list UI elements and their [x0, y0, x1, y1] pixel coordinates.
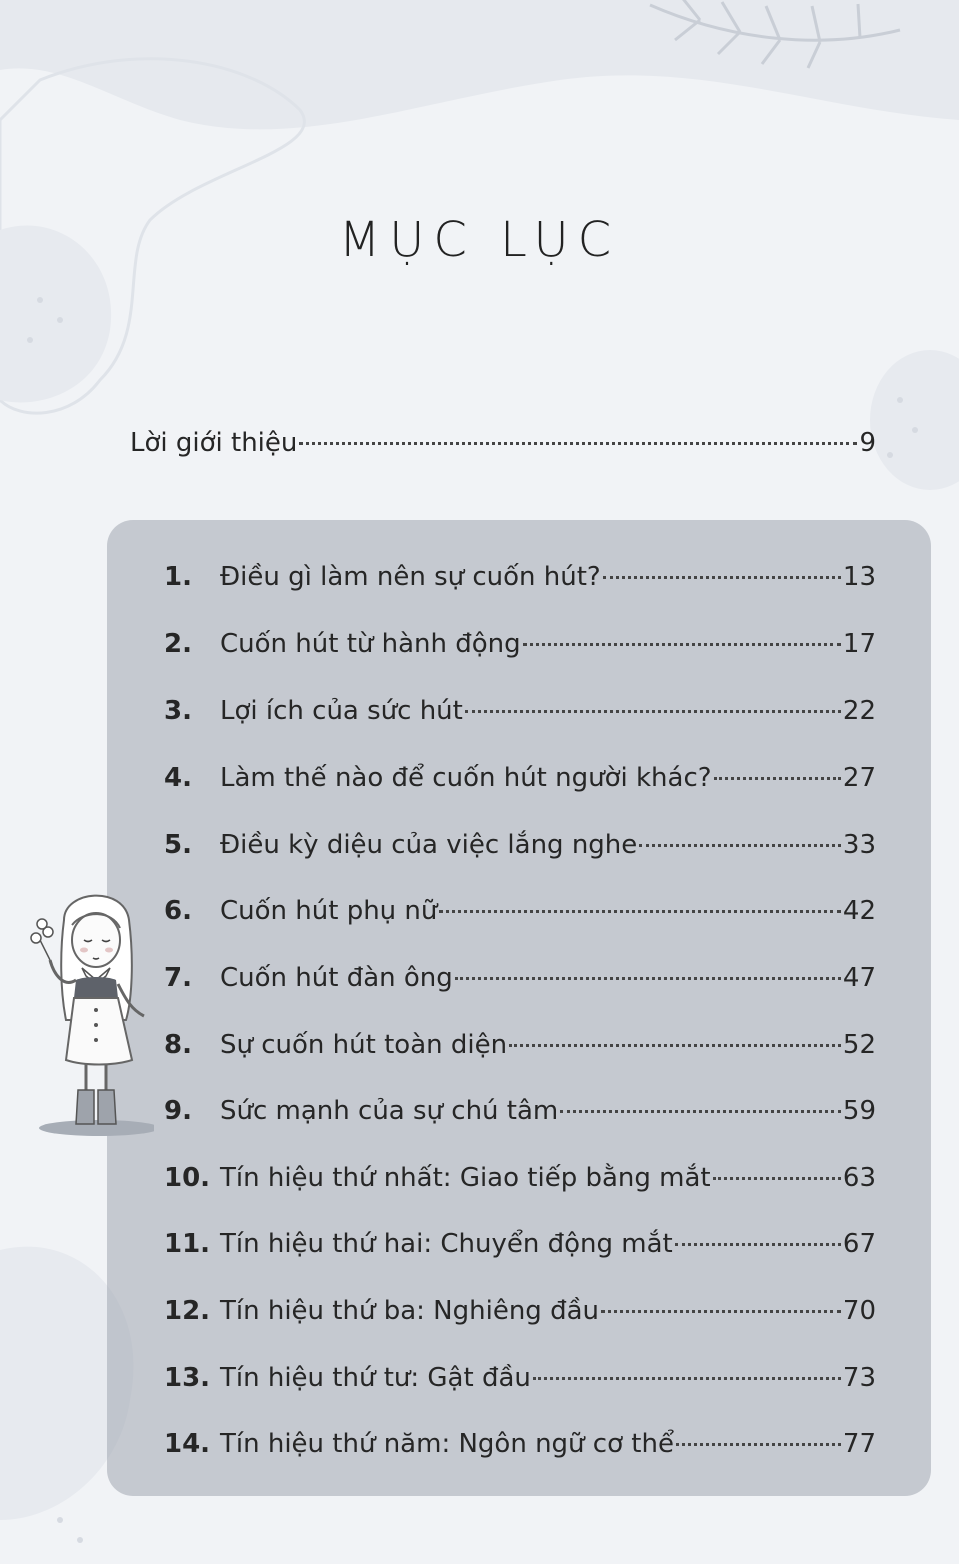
toc-chapter-entry[interactable] [164, 629, 876, 659]
chapter-number: 14. [164, 1429, 211, 1459]
chapter-page-number: 63 [842, 1163, 876, 1193]
chapter-number: 6. [164, 896, 192, 926]
dot-leader [713, 1176, 841, 1180]
chapter-title: Tín hiệu thứ nhất: Giao tiếp bằng mắt [220, 1163, 711, 1193]
chapter-title: Làm thế nào để cuốn hút người khác? [220, 763, 712, 793]
chapter-title: Cuốn hút đàn ông [220, 963, 453, 993]
chapter-list-panel [107, 520, 931, 1496]
dot-leader [299, 441, 857, 445]
chapter-title: Cuốn hút từ hành động [220, 629, 521, 659]
entry-label: Lời giới thiệu [130, 428, 298, 458]
chapter-page-number: 73 [842, 1363, 876, 1393]
chapter-title: Cuốn hút phụ nữ [220, 896, 438, 926]
chapter-page-number: 17 [842, 629, 876, 659]
chapter-page-number: 47 [842, 963, 876, 993]
chapter-page-number: 22 [842, 696, 876, 726]
chapter-title: Điều kỳ diệu của việc lắng nghe [220, 830, 638, 860]
chapter-page-number: 27 [842, 763, 876, 793]
page-title: MỤC LỤC [338, 212, 621, 268]
chapter-title: Sức mạnh của sự chú tâm [220, 1096, 559, 1126]
dot-leader [601, 1309, 841, 1313]
dot-leader [509, 1043, 841, 1047]
chapter-page-number: 67 [842, 1229, 876, 1259]
toc-chapter-entry[interactable] [164, 830, 876, 860]
chapter-title: Tín hiệu thứ hai: Chuyển động mắt [220, 1229, 673, 1259]
chapter-page-number: 33 [842, 830, 876, 860]
entry-page-number: 9 [859, 428, 876, 458]
toc-chapter-entry[interactable] [164, 763, 876, 793]
chapter-number: 12. [164, 1296, 211, 1326]
chapter-page-number: 13 [842, 562, 876, 592]
chapter-page-number: 59 [842, 1096, 876, 1126]
chapter-number: 8. [164, 1030, 192, 1060]
chapter-number: 11. [164, 1229, 211, 1259]
chapter-title: Điều gì làm nên sự cuốn hút? [220, 562, 601, 592]
chapter-title: Sự cuốn hút toàn diện [220, 1030, 508, 1060]
chapter-number: 5. [164, 830, 192, 860]
dot-leader [439, 909, 841, 913]
chapter-page-number: 77 [842, 1429, 876, 1459]
chapter-number: 7. [164, 963, 192, 993]
dot-leader [639, 843, 841, 847]
toc-chapter-entry[interactable] [164, 1030, 876, 1060]
toc-chapter-entry[interactable] [164, 1096, 876, 1126]
chapter-number: 9. [164, 1096, 192, 1126]
toc-chapter-entry[interactable] [164, 696, 876, 726]
toc-intro-entry[interactable] [130, 428, 876, 458]
chapter-number: 1. [164, 562, 192, 592]
dot-leader [455, 976, 841, 980]
toc-chapter-entry[interactable] [164, 1363, 876, 1393]
chapter-page-number: 70 [842, 1296, 876, 1326]
flower-icon [31, 919, 53, 943]
toc-chapter-entry[interactable] [164, 1296, 876, 1326]
dot-leader [675, 1242, 841, 1246]
dot-leader [603, 575, 841, 579]
dot-leader [560, 1109, 841, 1113]
toc-chapter-entry[interactable] [164, 1429, 876, 1459]
dot-leader [523, 642, 841, 646]
chapter-page-number: 42 [842, 896, 876, 926]
dot-leader [465, 709, 841, 713]
toc-chapter-entry[interactable] [164, 1163, 876, 1193]
toc-chapter-entry[interactable] [164, 963, 876, 993]
toc-chapter-entry[interactable] [164, 562, 876, 592]
chapter-number: 2. [164, 629, 192, 659]
chapter-number: 10. [164, 1163, 211, 1193]
girl-with-flowers-illustration [14, 880, 154, 1140]
chapter-title: Tín hiệu thứ năm: Ngôn ngữ cơ thể [220, 1429, 674, 1459]
chapter-page-number: 52 [842, 1030, 876, 1060]
dot-leader [676, 1442, 841, 1446]
chapter-title: Tín hiệu thứ tư: Gật đầu [220, 1363, 531, 1393]
chapter-number: 13. [164, 1363, 211, 1393]
dot-leader [714, 776, 841, 780]
chapter-title: Lợi ích của sức hút [220, 696, 463, 726]
toc-chapter-entry[interactable] [164, 896, 876, 926]
toc-chapter-entry[interactable] [164, 1229, 876, 1259]
chapter-number: 4. [164, 763, 192, 793]
chapter-title: Tín hiệu thứ ba: Nghiêng đầu [220, 1296, 599, 1326]
dot-leader [533, 1376, 841, 1380]
chapter-number: 3. [164, 696, 192, 726]
